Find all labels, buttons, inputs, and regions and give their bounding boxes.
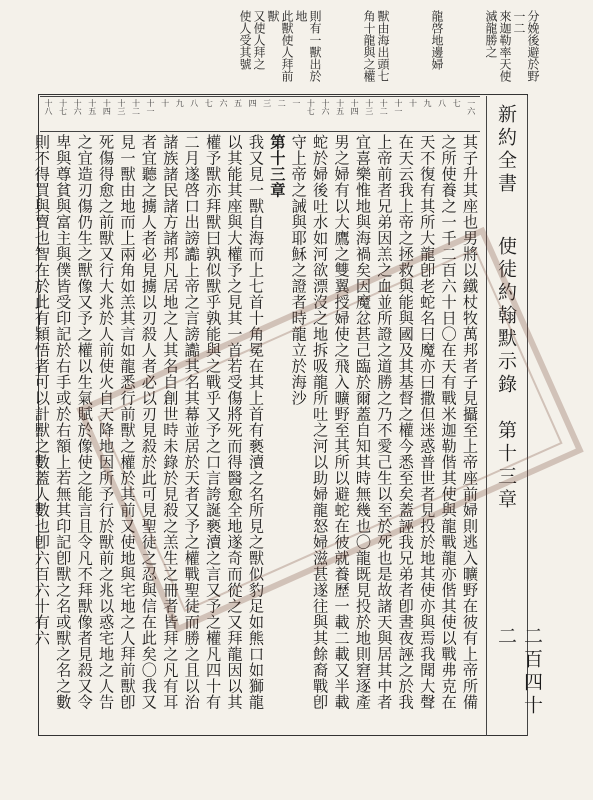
verse-number: 十 — [408, 99, 418, 107]
verse-number: 十一 — [393, 99, 403, 115]
headnote-1: 分娩後避於野 一二 來迦勒率天使滅龍勝之 — [484, 10, 540, 82]
verse-number: 十二 — [379, 99, 389, 115]
verse-number: 十三 — [116, 99, 126, 115]
verse-number: 十六 — [73, 99, 83, 115]
verse-number: 十四 — [350, 99, 360, 115]
verse-number: 九 — [175, 99, 185, 107]
verse-number: 十 — [160, 99, 170, 107]
chapter-title: 使徒約翰默示錄 第十三章 — [495, 236, 517, 512]
verse-number: 一 — [291, 99, 301, 107]
chapter-heading: 第十三章 — [268, 134, 287, 198]
paragraph-chapter-12-end: 其子升其座也男將以鐵杖牧萬邦者子見攝至上帝座前婦則逃入曠野在彼有上帝所備之所使養之一千二百六十日〇在天有戰米迦勒偕其使與龍戰龍亦偕其使以戰弗克在天不復有其所大龍卽老蛇名曰魔亦曰撒但迷惑普世者見投於地其使亦與焉我聞大聲在天云我上帝之拯救與能與國及其基督之權今悉至矣蓋誣我兄弟者卽晝夜誣之於我上帝前者兄弟因羔之血並所證之道勝之乃不愛己生以至於死也是故諸天與居其中者宜喜樂惟地與海禍矣因魔忿甚己臨於爾蓋自知其時無幾也〇龍既見投於地則窘逐產男之婦有以大鷹之雙翼授婦使之飛入曠野至其所以避蛇在彼就養歷一載二載又半載蛇於婦後吐水如河欲漂沒之地拆吸龍所吐之河以助婦龍怒婦滋甚遂往與其餘裔戰卽守上帝之誡與耶穌之證者時龍立於海沙 — [289, 134, 479, 710]
verse-number: 十八 — [44, 99, 53, 115]
verse-number: 一六 — [466, 99, 476, 115]
headnote-4: 則有一獸出於地 此獸使人拜前獸 又使人拜之 使人受其號 — [238, 10, 322, 82]
verse-number: 七 — [452, 99, 462, 107]
verse-number: 四 — [248, 99, 258, 107]
verse-number: 十三 — [364, 99, 374, 115]
running-header — [486, 96, 543, 736]
main-text — [32, 134, 480, 714]
verse-number: 七 — [204, 99, 214, 107]
verse-number: 二 — [277, 99, 287, 107]
headnotes — [40, 10, 540, 90]
verse-number: 八 — [189, 99, 199, 107]
verse-number: 十一 — [146, 99, 156, 115]
verse-number: 九 — [423, 99, 433, 107]
verse-number: 十五 — [87, 99, 97, 115]
verse-number: 十七 — [58, 99, 68, 115]
verse-number: 十二 — [131, 99, 141, 115]
verse-number: 八 — [437, 99, 447, 107]
page-number: 二百四十二 — [495, 626, 543, 718]
verse-number: 十五 — [335, 99, 345, 115]
verse-number: 五 — [233, 99, 243, 107]
headnote-2: 龍啓地邊婦 — [430, 10, 444, 70]
verse-number: 十六 — [320, 99, 330, 115]
verse-number: 三 — [262, 99, 272, 107]
book-title: 新約全書 — [495, 104, 517, 196]
verse-number: 十四 — [102, 99, 112, 115]
verse-number: 六 — [218, 99, 228, 107]
verse-number: 十七 — [306, 99, 316, 115]
headnote-3: 獸由海出頭七角十龍與之權 — [362, 10, 390, 82]
verse-number-strip — [40, 96, 480, 132]
paragraph-chapter-13: 我又見一獸自海而上七首十角冕在其上首有褻瀆之名所見之獸似豹足如熊口如獅龍以其能其座與大權予之見其一首若受傷將死而得醫愈全地遂奇而從之又拜龍因以其權予獸亦拜獸曰孰似獸乎孰能與之戰乎又予之口言誇誕褻瀆之言又予之權凡四十有二月遂啓口出謗讟上帝之言謗讟其名其幕並居於天者又予之權戰聖徒而勝之且以治諸族諸民諸方諸邦凡居地之人其名自創世時未錄於見殺之羔生之冊者皆拜之凡有耳者宜聽之擄人者必見擄以刃殺人者必以刃見殺於此可見聖徒之忍與信在此矣〇我又見一獸由地而上兩角如羔其言如龍悉行前獸之權於其前又使地與宅地之人拜前獸卽死傷得愈之前獸又行大兆於人前使火自天降地因所予行於獸前之兆以惑宅地之人告之宜造刃傷仍生之獸像又予之權以生氣賦於像使之能言且令凡不拜獸像者見殺又令卑與尊貧與富主與僕皆受印記於右手或於右額上若無其印記卽獸之名或獸之名之數則不得買與賣也智在於此有穎悟者可以計獸之數蓋人數也卽六百六十有六 — [32, 134, 265, 710]
